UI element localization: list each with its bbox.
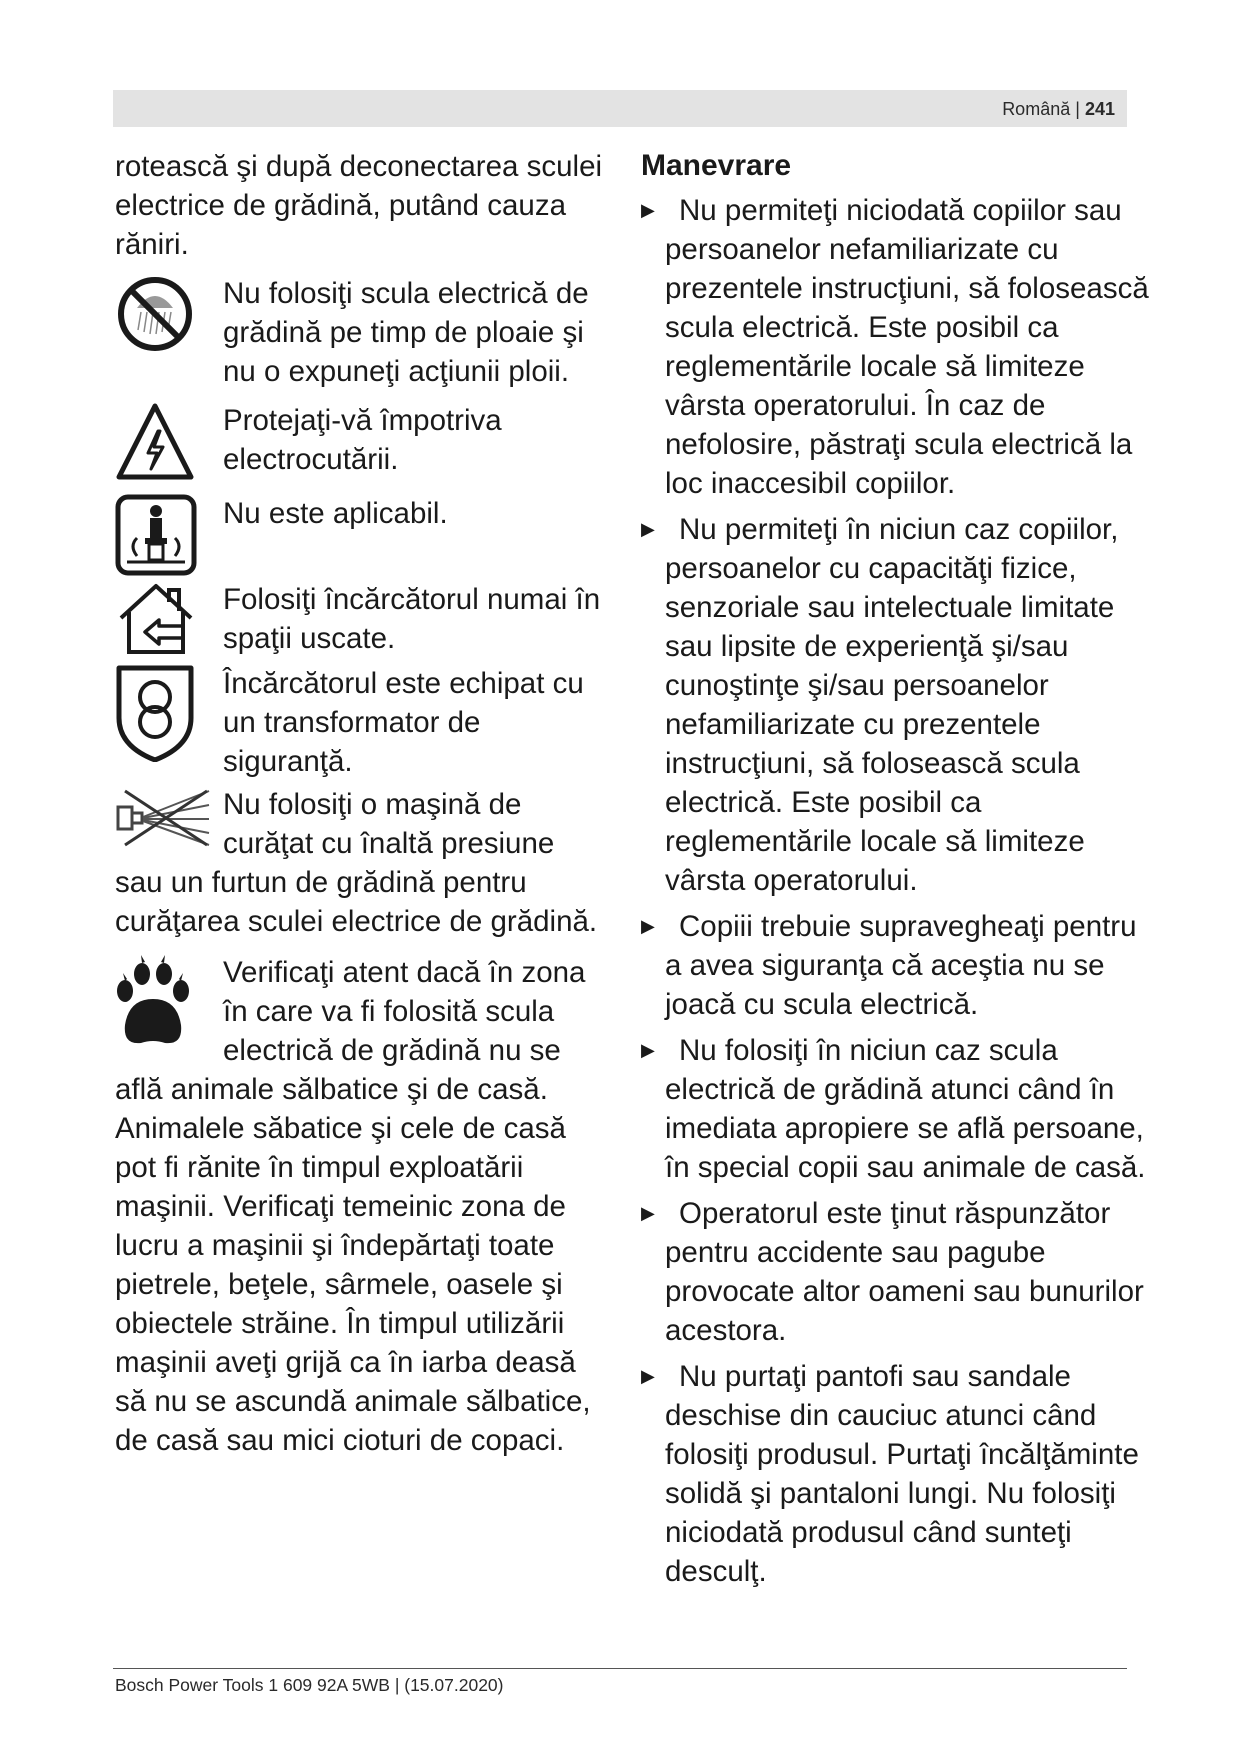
left-column [115,147,605,1460]
person-machine-icon [115,494,197,576]
paw-print-icon [115,955,191,1047]
bullet-arrow-icon: ▶ [641,1366,655,1386]
electric-shock-warning-icon [115,401,195,483]
bullet-text: Copiii trebuie supravegheaţi pentru a avea siguranţa că aceştia nu se joacă cu scula electrică. [665,910,1137,1021]
no-rain-text: Nu folosiţi scula electrică de grădină pe timp de ploaie şi nu o expuneţi acţiunii ploii. [223,277,589,388]
electric-shock-text: Protejaţi-vă împotriva electrocutării. [223,404,502,476]
page-header [113,90,1127,127]
bullet-arrow-icon: ▶ [641,200,655,220]
header-text [1002,99,1115,120]
no-rain-icon [115,274,195,354]
indoor-charger-icon [115,580,197,656]
symbol-row-animals [115,953,605,1460]
footer-divider [113,1668,1127,1669]
symbol-row-indoor-charger [115,580,605,658]
bullet-text: Operatorul este ţinut răspunzător pentru accidente sau pagube provocate altor oameni sau bunurilor acestora. [665,1197,1144,1347]
bullet-item [641,1194,1151,1350]
right-column [641,146,1151,1598]
header-language: Română [1002,99,1071,119]
safety-transformer-text: Încărcătorul este echipat cu un transformator de siguranţă. [223,667,584,778]
symbol-row-safety-transformer [115,664,605,781]
bullet-item [641,907,1151,1024]
bullet-item [641,510,1151,900]
animals-text: Verificaţi atent dacă în zona în care va fi folosită scula electrică de grădină nu se află animale sălbatice şi de casă. Animalele săbatice şi cele de casă pot fi rănite în timpul exploatării maşinii. Verificaţi temeinic zona de lucru a maşinii şi îndepărtaţi toate pietrele, beţele, sârmele, oasele şi obiectele străine. În timpul utilizării maşinii aveţi grijă ca în iarba deasă să nu se ascundă animale sălbatice, de casă sau mici cioturi de copaci. [115,956,591,1457]
not-applicable-text: Nu este aplicabil. [223,497,448,530]
bullet-text: Nu folosiţi în niciun caz scula electrică de grădină atunci când în imediata apropiere se află persoane, în special copii sau animale de casă. [665,1034,1146,1184]
bullet-text: Nu permiteţi niciodată copiilor sau persoanelor nefamiliarizate cu prezentele instrucţiuni, să folosească scula electrică. Este posibil ca reglementările locale să limiteze vârsta operatorului. În caz de nefolosire, păstraţi scula electrică la loc inaccesibil copiilor. [665,194,1149,500]
section-title: Manevrare [641,149,792,182]
indoor-charger-text: Folosiţi încărcătorul numai în spaţii uscate. [223,583,601,655]
bullet-text: Nu purtaţi pantofi sau sandale deschise din cauciuc atunci când folosiţi produsul. Purtaţi încălţăminte solidă şi pantaloni lungi. Nu folosiţi niciodată produsul când sunteţi desculţ. [665,1360,1139,1588]
safety-transformer-icon [115,664,195,762]
bullet-arrow-icon: ▶ [641,519,655,539]
symbol-row-electric-shock [115,401,605,483]
no-water-jet-icon [115,785,215,849]
symbol-row-no-rain [115,274,605,391]
page-number: 241 [1084,99,1115,119]
bullet-text: Nu permiteţi în niciun caz copiilor, persoanelor cu capacităţi fizice, senzoriale sau intelectuale limitate sau lipsite de experienţă şi/sau cunoştinţe şi/sau persoanelor nefamiliarizate cu prezentele instrucţiuni, să folosească scula electrică. Este posibil ca reglementările locale să limiteze vârsta operatorului. [665,513,1119,897]
no-hose-text: Nu folosiţi o maşină de curăţat cu înaltă presiune sau un furtun de grădină pentru curăţarea sculei electrice de grădină. [115,788,598,938]
symbol-row-no-hose [115,785,605,941]
bullet-arrow-icon: ▶ [641,1040,655,1060]
bullet-arrow-icon: ▶ [641,916,655,936]
bullet-arrow-icon: ▶ [641,1203,655,1223]
footer-text: Bosch Power Tools 1 609 92A 5WB | (15.07.2020) [115,1675,504,1695]
symbol-row-not-applicable [115,494,605,576]
header-separator: | [1075,99,1080,119]
intro-paragraph: rotească şi după deconectarea sculei electrice de grădină, putând cauza răniri. [115,150,603,261]
bullet-item [641,191,1151,503]
bullet-item [641,1357,1151,1591]
bullet-item [641,1031,1151,1187]
